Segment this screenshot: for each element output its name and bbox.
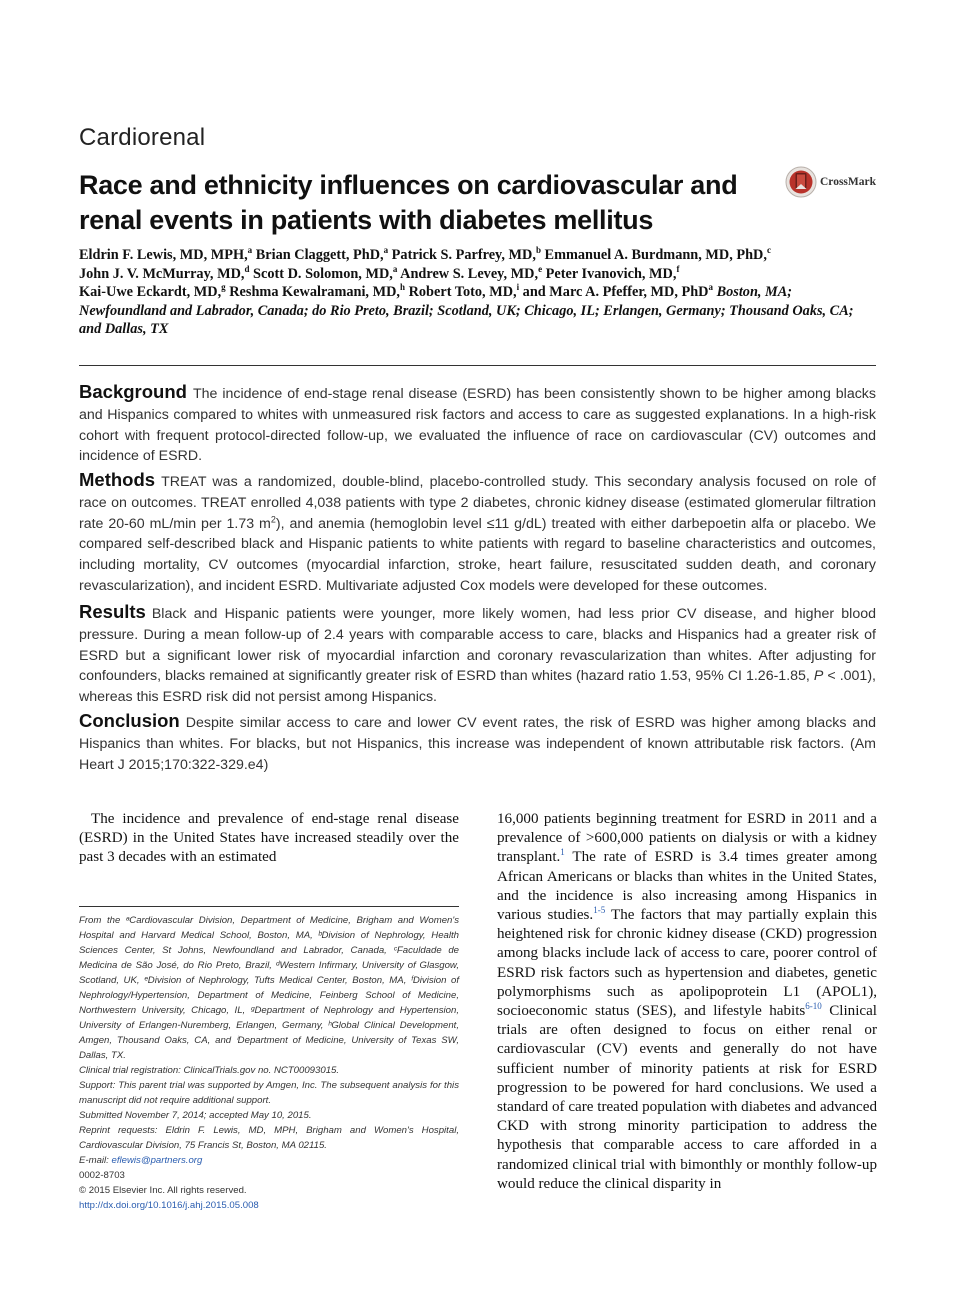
section-label: Cardiorenal <box>79 124 206 151</box>
background-text: The incidence of end-stage renal disease (ESRD) has been consistently shown to be higher among blacks and Hispanics compared to whites with unmeasured risk factors and access to care as suggested explanations. In a high-risk cohort with frequent protocol-directed follow-up, we evaluated the influence of race on cardiovascular (CV) outcomes and incidence of ESRD. <box>79 386 876 465</box>
email-label: E-mail: <box>79 1155 112 1166</box>
author: Robert Toto, MD, <box>405 284 517 300</box>
reference-link[interactable]: 1 <box>560 847 565 858</box>
footnotes <box>79 913 459 1213</box>
submission-dates-note: Submitted November 7, 2014; accepted May 10, 2015. <box>79 1110 312 1121</box>
body-text: Clinical trials are often designed to focus on either renal or cardiovascular (CV) events and generally do not have sufficient number of minority patients at risk for ESRD progression to be powered for hard conclusions. We used a standard of care treated population with diabetes and advanced CKD with strong minority participation to address the hypothesis that comparable access to care afforded in a randomized clinical trial with bimonthly or monthly follow-up would reduce the clinical disparity in <box>497 1003 877 1192</box>
footnote-rule <box>79 906 459 907</box>
author: Eldrin F. Lewis, MD, MPH, <box>79 247 248 263</box>
author-list <box>79 246 879 339</box>
author: John J. V. McMurray, MD, <box>79 265 245 282</box>
affiliations-note: From the ᵃCardiovascular Division, Department of Medicine, Brigham and Women's Hospital and Harvard Medical School, Boston, MA, ᵇDivision of Nephrology, Health Sciences Center, St Johns, Newfoundland and Labrador, Canada, ᶜFaculdade de Medicina de São José, do Rio Preto, Brazil, ᵈWestern Infirmary, University of Glasgow, Scotland, UK, ᵉDivision of Nephrology, Tufts Medical Center, Boston, MA, ᶠDivision of Nephrology/Hypertension, Department of Medicine, Feinberg School of Medicine, Northwestern University, Chicago, IL, ᵍDepartment of Nephrology and Hypertension, University of Erlangen-Nuremberg, Erlangen, Germany, ʰGlobal Clinical Development, Amgen, Thousand Oaks, CA, and ⁱDepartment of Medicine, University of Texas SW, Dallas, TX. <box>79 915 459 1061</box>
body-right-paragraph <box>497 810 877 1194</box>
abstract-methods <box>79 470 876 597</box>
methods-text: TREAT was a randomized, double-blind, placebo-controlled study. This secondary analysis focused on role of race on outcomes. TREAT enrolled 4,038 patients with type 2 diabetes, chronic kidney disease (estimated glomerular filtration rate 20-60 mL/min per 1.73 m <box>79 474 876 532</box>
methods-heading: Methods <box>79 469 156 490</box>
reprint-note: Reprint requests: Eldrin F. Lewis, MD, MPH, Brigham and Women's Hospital, Cardiovascular Division, 75 Francis St, Boston, MA 02115. <box>79 1125 459 1151</box>
reference-link[interactable]: 1-5 <box>593 904 606 915</box>
affiliation-marker: a <box>708 282 714 293</box>
email-link[interactable]: eflewis@partners.org <box>111 1155 203 1166</box>
affiliation-marker: b <box>535 245 541 256</box>
author: Kai-Uwe Eckardt, MD, <box>79 284 222 300</box>
issn-note: 0002-8703 <box>79 1170 125 1181</box>
affiliation-marker: g <box>221 282 226 293</box>
author: Patrick S. Parfrey, MD, <box>388 247 536 263</box>
affiliation-marker: d <box>244 263 250 274</box>
crossmark-badge[interactable] <box>785 163 880 201</box>
affiliation-marker: a <box>383 245 389 256</box>
body-text: The rate of ESRD is 3.4 times greater among African Americans or blacks than whites in the United States, and the incidence is also increasing among Hispanics in various studies. <box>497 849 877 924</box>
author-locations: Boston, MA; Newfoundland and Labrador, Canada; do Rio Preto, Brazil; Scotland, UK; Chicago, IL; Erlangen, Germany; Thousand Oaks, CA; and Dallas, TX <box>79 284 854 337</box>
results-text-cont: < .001), whereas this ESRD risk did not persist among Hispanics. <box>79 668 876 706</box>
methods-superscript: 2 <box>270 513 276 524</box>
author: Reshma Kewalramani, MD, <box>225 284 400 300</box>
body-text: 16,000 patients beginning treatment for ESRD in 2011 and a prevalence of >600,000 patients on dialysis or with a kidney transplant. <box>497 811 877 866</box>
support-note: Support: This parent trial was supported by Amgen, Inc. The subsequent analysis for this manuscript did not require additional support. <box>79 1080 459 1106</box>
crossmark-label: CrossMark <box>820 176 877 188</box>
crossmark-icon <box>785 164 817 200</box>
abstract-results <box>79 602 876 708</box>
author: Scott D. Solomon, MD, <box>249 265 393 282</box>
author: Emmanuel A. Burdmann, MD, PhD, <box>540 247 767 263</box>
author: Brian Claggett, PhD, <box>252 247 384 263</box>
affiliation-marker: a <box>392 263 398 274</box>
results-text: Black and Hispanic patients were younger, more likely women, had less prior CV disease, and higher blood pressure. During a mean follow-up of 2.4 years with comparable access to care, blacks and Hispanics had a greater risk of ESRD but a significant lower risk of myocardial infarction and coronary revascularization than whites. After adjusting for confounders, blacks remained at significantly greater risk of ESRD than whites (hazard ratio 1.53, 95% CI 1.26-1.85, <box>79 606 876 685</box>
abstract-background <box>79 382 876 467</box>
conclusion-text: Despite similar access to care and lower CV event rates, the risk of ESRD was higher among blacks and Hispanics than whites. For blacks, but not Hispanics, this increase was independent of known attributable risk factors. (Am Heart J 2015;170:322-329.e4) <box>79 715 876 773</box>
conclusion-heading: Conclusion <box>79 710 180 731</box>
doi-link[interactable]: http://dx.doi.org/10.1016/j.ahj.2015.05.008 <box>79 1200 259 1211</box>
background-heading: Background <box>79 381 187 402</box>
abstract-conclusion <box>79 711 876 775</box>
methods-text-cont: ), and anemia (hemoglobin level ≤11 g/dL) treated with either darbepoetin alfa or placebo. We compared self-described black and Hispanic patients to white patients with regard to baseline characteristics and outcomes, including mortality, CV outcomes (myocardial infarction, stroke, heart failure, resuscitated sudden death, and coronary revascularization), and incident ESRD. Multivariate adjusted Cox models were developed for these outcomes. <box>79 515 876 594</box>
author: Peter Ivanovich, MD, <box>542 265 677 282</box>
affiliation-marker: i <box>516 282 520 293</box>
author: Andrew S. Levey, MD, <box>397 265 539 282</box>
affiliation-marker: c <box>766 245 771 256</box>
affiliation-marker: h <box>399 282 405 293</box>
body-left-paragraph: The incidence and prevalence of end-stage renal disease (ESRD) in the United States have increased steadily over the past 3 decades with an estimated <box>79 811 459 866</box>
results-heading: Results <box>79 601 146 622</box>
article-title: Race and ethnicity influences on cardiovascular and renal events in patients with diabetes mellitus <box>79 170 738 235</box>
abstract-top-rule <box>79 365 876 366</box>
body-text: The factors that may partially explain this heightened risk for chronic kidney disease (CKD) progression among blacks include lack of access to care, poorer control of ESRD risk factors such as hypertension and diabetes, genetic polymorphisms such as apolipoprotein L1 (APOL1), socioeconomic status (SES), and lifestyle habits <box>497 907 877 1020</box>
copyright-note: © 2015 Elsevier Inc. All rights reserved. <box>79 1185 247 1196</box>
email-note <box>79 1153 459 1168</box>
affiliation-marker: f <box>676 263 680 274</box>
author: and Marc A. Pfeffer, MD, PhD <box>519 284 709 300</box>
reference-link[interactable]: 6-10 <box>805 1001 822 1011</box>
affiliation-marker: a <box>247 245 253 256</box>
affiliation-marker: e <box>538 263 543 274</box>
p-value-symbol: P <box>813 668 824 685</box>
trial-registration-note: Clinical trial registration: ClinicalTrials.gov no. NCT00093015. <box>79 1065 340 1076</box>
